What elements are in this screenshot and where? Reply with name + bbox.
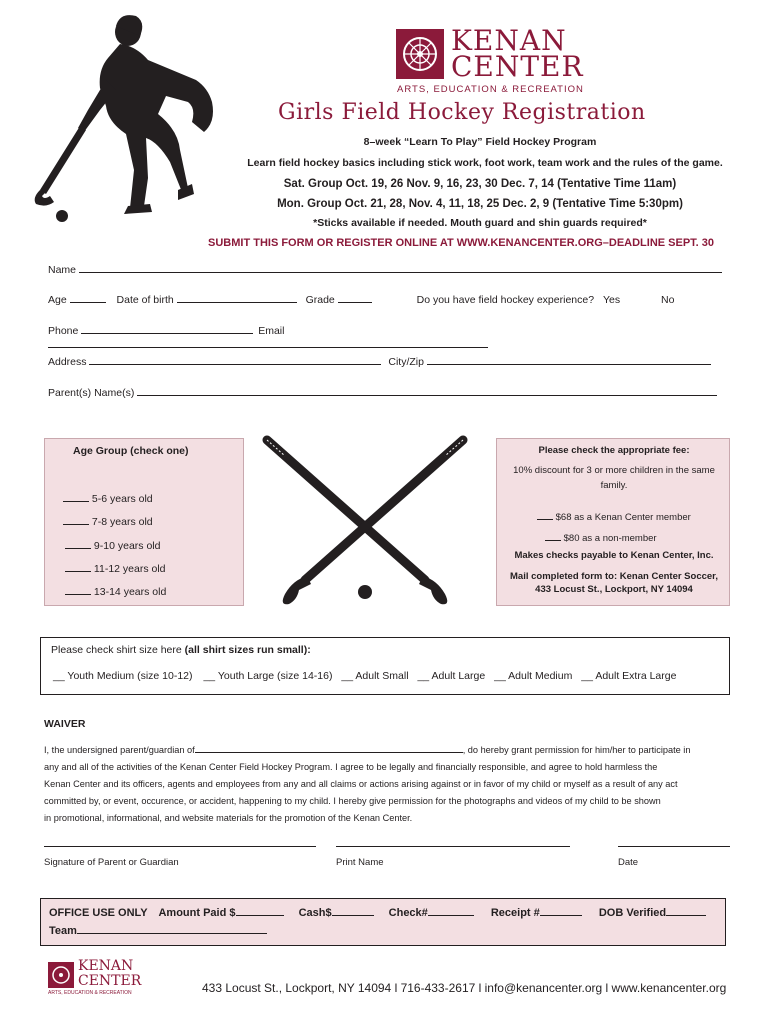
office-use-box	[40, 898, 726, 946]
waiver-line-3: Kenan Center and its officers, agents and employees from any and all claims or actions arising against or in favor of my child or myself as a result of any act	[44, 779, 678, 789]
fee-nonmember-option[interactable]: $80 as a non-member	[545, 530, 657, 544]
program-description: Learn field hockey basics including stick work, foot work, team work and the rules of the game.	[247, 157, 723, 169]
page-title: Girls Field Hockey Registration	[278, 100, 646, 125]
submit-note: SUBMIT THIS FORM OR REGISTER ONLINE AT WWW.KENANCENTER.ORG–DEADLINE SEPT. 30	[208, 237, 715, 249]
date-line[interactable]	[618, 846, 730, 847]
address-field[interactable]	[89, 354, 381, 365]
grade-field[interactable]	[338, 292, 372, 303]
dob-field[interactable]	[177, 292, 297, 303]
experience-no[interactable]: No	[661, 294, 675, 306]
fee-member-option[interactable]: $68 as a Kenan Center member	[537, 509, 691, 523]
shirt-adult-small[interactable]: __ Adult Small	[341, 670, 409, 682]
experience-yes[interactable]: Yes	[602, 294, 621, 306]
fee-mail-line-2: 433 Locust St., Lockport, NY 14094	[535, 584, 693, 595]
age-field[interactable]	[70, 292, 106, 303]
address-label: Address	[48, 356, 87, 368]
cash-field[interactable]	[332, 905, 374, 916]
footer-logo-name-1: KENAN	[78, 958, 134, 974]
parents-field[interactable]	[137, 385, 717, 396]
shirt-adult-medium[interactable]: __ Adult Medium	[494, 670, 573, 682]
signature-line[interactable]	[44, 846, 316, 847]
age-option-13-14[interactable]: 13-14 years old	[65, 584, 166, 598]
email-label: Email	[258, 325, 285, 337]
shirt-size-box	[40, 637, 730, 695]
footer-logo-tagline: ARTS, EDUCATION & RECREATION	[48, 990, 132, 996]
saturday-group: Sat. Group Oct. 19, 26 Nov. 9, 16, 23, 30 Dec. 7, 14 (Tentative Time 11am)	[283, 178, 677, 190]
waiver-line-2: any and all of the activities of the Kenan Center Field Hockey Program. I agree to be legally and financially responsible, and agree to hold harmless the	[44, 762, 658, 772]
field-hockey-player-illustration	[28, 10, 223, 225]
name-row	[48, 262, 724, 276]
shirt-size-prompt: Please check shirt size here (all shirt sizes run small):	[51, 644, 311, 656]
date-label: Date	[618, 857, 639, 868]
equipment-note: *Sticks available if needed. Mouth guard and shin guards required*	[313, 217, 647, 229]
email-field[interactable]	[48, 337, 488, 348]
office-use-label: OFFICE USE ONLY	[49, 907, 148, 919]
kenan-center-logo	[395, 24, 595, 98]
age-option-5-6[interactable]: 5-6 years old	[63, 491, 153, 505]
name-label: Name	[48, 264, 77, 276]
shirt-youth-large[interactable]: __ Youth Large (size 14-16)	[203, 670, 333, 682]
team-field[interactable]	[77, 923, 267, 934]
check-field[interactable]	[428, 905, 474, 916]
logo-name-1: KENAN	[451, 24, 567, 57]
signature-label: Signature of Parent or Guardian	[44, 857, 179, 868]
shirt-size-options	[53, 670, 676, 682]
name-field[interactable]	[79, 262, 722, 273]
phone-row	[48, 323, 724, 351]
grade-label: Grade	[305, 294, 335, 306]
monday-group: Mon. Group Oct. 21, 28, Nov. 4, 11, 18, 25 Dec. 2, 9 (Tentative Time 5:30pm)	[277, 198, 683, 210]
logo-name-2: CENTER	[451, 50, 584, 83]
age-label: Age	[48, 294, 67, 306]
fee-heading: Please check the appropriate fee:	[538, 445, 690, 456]
cityzip-label: City/Zip	[388, 356, 424, 368]
shirt-adult-large[interactable]: __ Adult Large	[417, 670, 486, 682]
office-use-row-2: Team	[49, 923, 267, 937]
waiver-line-1: I, the undersigned parent/guardian of , do hereby grant permission for him/her to participate in	[44, 745, 691, 755]
office-use-row-1: OFFICE USE ONLY Amount Paid $ Cash$ Check# Receipt # DOB Verified	[49, 905, 706, 919]
waiver-line-5: in promotional, informational, and website materials for the promotion of the Kenan Center.	[44, 813, 413, 823]
age-group-heading: Age Group (check one)	[73, 445, 189, 457]
age-group-box	[44, 438, 244, 606]
age-row	[48, 292, 738, 306]
parents-label: Parent(s) Name(s)	[48, 387, 135, 399]
waiver-line-4: committed by, or event, occurence, or accident, happening to my child. I hereby give permission for the photographs and videos of my child to be shown	[44, 796, 661, 806]
footer-logo	[48, 960, 158, 1000]
amount-paid-field[interactable]	[236, 905, 284, 916]
dob-verified-field[interactable]	[666, 905, 706, 916]
fee-mail-line-1: Mail completed form to: Kenan Center Soccer,	[510, 571, 718, 582]
cityzip-field[interactable]	[427, 354, 711, 365]
footer-contact: 433 Locust St., Lockport, NY 14094 l 716-433-2617 l info@kenancenter.org l www.kenancenter.org	[202, 981, 727, 995]
fee-discount: 10% discount for 3 or more children in the same family.	[513, 465, 715, 491]
footer-logo-name-2: CENTER	[78, 973, 142, 989]
kenan-logo-emblem	[395, 28, 445, 80]
logo-tagline: ARTS, EDUCATION & RECREATION	[397, 84, 584, 95]
fee-box	[496, 438, 730, 606]
crossed-hockey-sticks-illustration	[255, 430, 475, 610]
phone-label: Phone	[48, 325, 79, 337]
fee-checks-note: Makes checks payable to Kenan Center, Inc.	[514, 550, 714, 561]
receipt-field[interactable]	[540, 905, 582, 916]
dob-label: Date of birth	[116, 294, 174, 306]
shirt-youth-medium[interactable]: __ Youth Medium (size 10-12)	[53, 670, 193, 682]
footer-logo-emblem	[48, 962, 74, 988]
waiver-text	[44, 742, 744, 827]
parents-row	[48, 385, 728, 399]
waiver-child-name-field[interactable]	[195, 744, 463, 753]
age-option-11-12[interactable]: 11-12 years old	[65, 561, 166, 575]
phone-field[interactable]	[81, 323, 253, 334]
print-name-label: Print Name	[336, 857, 384, 868]
shirt-adult-xl[interactable]: __ Adult Extra Large	[581, 670, 677, 682]
print-name-line[interactable]	[336, 846, 570, 847]
experience-question: Do you have field hockey experience?	[416, 294, 595, 306]
age-option-9-10[interactable]: 9-10 years old	[65, 538, 160, 552]
age-option-7-8[interactable]: 7-8 years old	[63, 514, 153, 528]
waiver-heading: WAIVER	[44, 718, 86, 730]
address-row	[48, 354, 728, 368]
program-name: 8–week “Learn To Play” Field Hockey Program	[363, 136, 597, 148]
